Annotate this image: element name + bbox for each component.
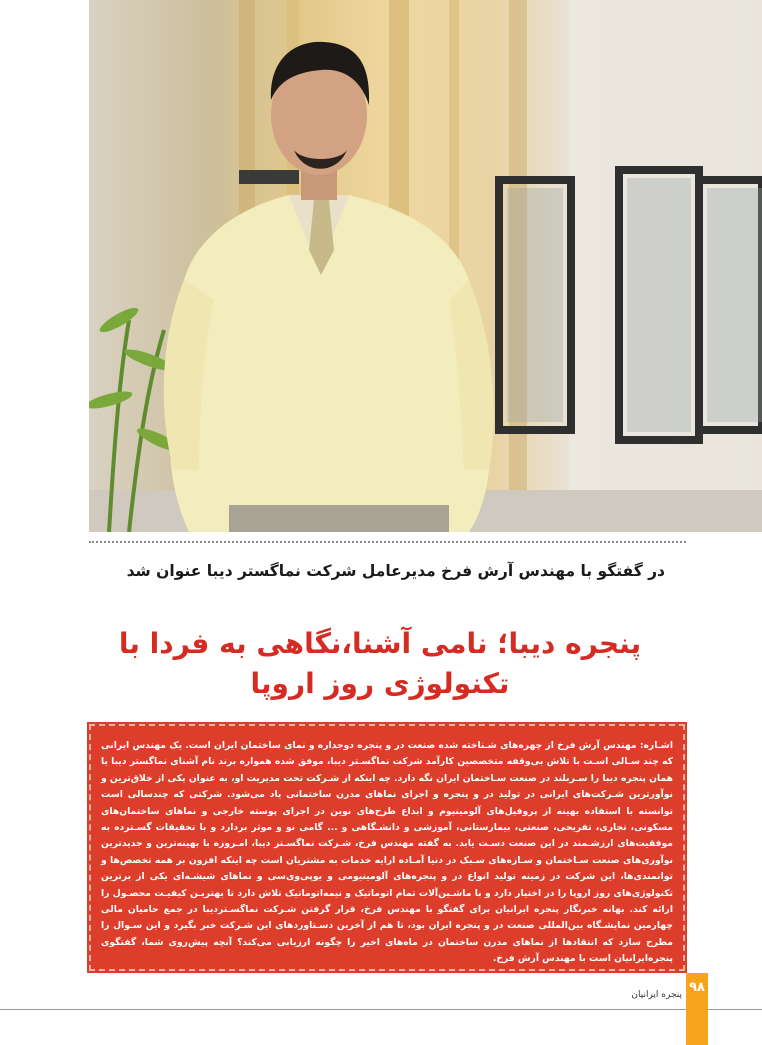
article-subtitle: در گفتگو با مهندس آرش فرخ مدیرعامل شرکت نماگستر دیبا عنوان شد (126, 562, 665, 580)
intro-box (89, 724, 685, 971)
footer-rule (0, 1009, 762, 1010)
article-title (100, 624, 660, 704)
intro-paragraph: اشـاره: مهندس آرش فرخ از چهره‌های شـناخته شده صنعت در و پنجره دوجداره و نمای ساختمان ایران است. یک مهندس ایرانی که چند سـالی اسـت با تلاش بی‌وقفه متخصصین کارآمد شرکت نماگسـتر دیبا، موفق شده همواره برند نام آشنای نماگستر دیبا یا همان پنجره دیبا را سـربلند در صنعت سـاختمان ایران نگه دارد. چه اینکه از شـرکت تحت مدیریت او، به عنوان یکی از خلاق‌ترین و نوآورترین شـرکت‌های ایرانی در تولید در و پنجره و اجرای نماهای مدرن ساختمانی یاد می‌شود. شرکتی که چندسالی است توانسته با استفاده بهینه از پروفیل‌های آلومینیوم و ابداع طرح‌های نوین در اجرای پوسته خارجی و نماهای ساختمان‌های مسکونی، تجاری، تفریحی، صنعتی، بیمارستانی، آموزشی و دانشـگاهی و ... گامی نو و موثر بردارد و با تحقیقات گسـترده به موفقیت‌های ارزشـمند در این صنعت دسـت یابد. به گفته مهندس فرخ، شـرکت نماگسـتر دیبا، امـروزه با بهینه‌ترین و جدیدترین نوآوری‌های صنعت سـاختمان و سـازه‌های سـبک در دنیا آمـاده ارایه خدمات به مشتریان است چه اینکه افزون بر همه تخصص‌ها و توانمندی‌ها، این شرکت در زمینه تولید انواع در و پنجره‌های آلومینیومی و یوپی‌وی‌سی و نماهای شیشـه‌ای یکی از برترین تکنولوژی‌های روز اروپا را در اختیار دارد و با ماشـین‌آلات تمام اتوماتیک و نیمه‌اتوماتیک تلاش دارد تا بهتریـن کیفیـت محصـول را ارائه کند. بهانه خبرنگار پنجره ایرانیان برای گفتگو با مهندس فرخ، قرار گرفتن شـرکت نماگسـتردیبا در جمع حامیان مالی چهارمین نمایشـگاه بین‌المللی صنعت در و پنجره ایران بود، تا هم از آخرین دسـتاوردهای این شـرکت خبر بگیرد و این سـوال را مطرح سازد که انتقادها از نماهای مدرن ساختمان در ماه‌های اخیر را چگونه ارزیابی می‌کند؟ آنچه پیش‌روی شما، گفتگوی پنجره‌ایرانیان است با مهندس آرش فرخ. (101, 740, 673, 965)
magazine-name: پنجره ایرانیان (631, 990, 682, 1000)
article-title-line-2: تکنولوژی روز اروپا (250, 667, 510, 700)
article-title-line-1: پنجره دیبا؛ نامی آشنا،نگاهی به فردا با (118, 627, 642, 660)
page-number: ۹۸ (689, 980, 705, 995)
portrait-illustration (89, 0, 762, 532)
dotted-separator (89, 541, 686, 543)
article-photo (89, 0, 762, 532)
